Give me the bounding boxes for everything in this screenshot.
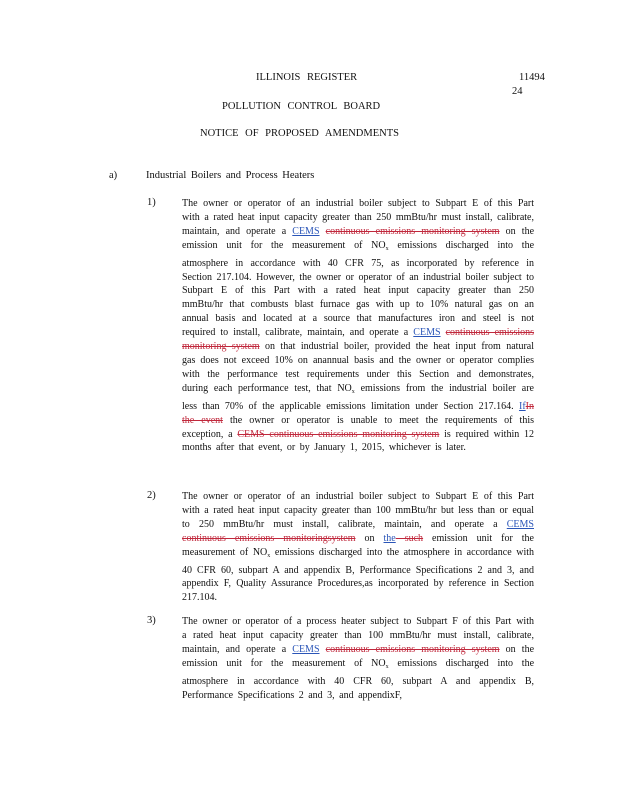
page-number-suffix: 24 xyxy=(512,86,523,97)
inserted-text: CEMS xyxy=(292,643,320,655)
body-text: on the emission unit for the measurement of NO xyxy=(182,225,535,251)
body-text: emissions from the industrial boiler are less than 70% of the applicable emissions limitation under Section 217.164. xyxy=(182,382,534,412)
notice-title: NOTICE OF PROPOSED AMENDMENTS xyxy=(200,128,399,139)
item-paragraph-3 xyxy=(182,615,534,702)
inserted-text: the xyxy=(383,532,396,544)
body-text: is required within 12 months after that event, or by January 1, 2015, whichever is later. xyxy=(182,428,535,454)
inserted-text: CEMS xyxy=(506,518,534,530)
item-number-2: 2) xyxy=(147,490,156,501)
body-text: on xyxy=(355,532,384,544)
body-text: on that industrial boiler, provided the heat input from natural gas does not exceed 10% on anannual basis and the owner or operator complies with the performance test requirements under this Section and demonstrates, during each performance test, that NO xyxy=(182,341,534,394)
inserted-text: CEMS xyxy=(292,225,320,237)
body-text: The owner or operator of an industrial boiler subject to Subpart E of this Part with a rated heat input capacity greater than 250 mmBtu/hr must install, calibrate, maintain, and operate a xyxy=(182,198,534,237)
section-letter: a) xyxy=(109,170,118,181)
inserted-text: If xyxy=(518,400,526,412)
body-text: emissions discharged into the atmosphere in accordance with 40 CFR 75, as incorporated by reference in Section 217.104. However, the owner or operator of an industrial boiler subject to Subpart E of this Part with a rated heat input capacity greater than 250 mmBtu/hr that combusts blast furnace gas with up to 10% natural gas on an annual basis and located at a source that manufactures iron and steel is not required to install, calibrate, maintain, and operate a xyxy=(182,239,535,339)
body-text: emission unit for the measurement of NO xyxy=(182,532,534,558)
deleted-text: continuous emissions monitoringsystem xyxy=(182,532,356,544)
item-paragraph-2 xyxy=(182,490,534,605)
board-title: POLLUTION CONTROL BOARD xyxy=(222,101,381,112)
deleted-text: such xyxy=(395,532,424,544)
item-number-1: 1) xyxy=(147,197,156,208)
body-text: on the emission unit for the measurement of NO xyxy=(182,643,535,669)
subscript-text: x xyxy=(267,552,271,559)
subscript-text: x xyxy=(385,663,389,670)
body-text: emissions discharged into the atmosphere in accordance with 40 CFR 60, subpart A and appendix B, Performance Specifications 2 and 3, and appendix F, Quality Assurance Procedures,as incorporated by reference in Section 217.104. xyxy=(182,546,534,604)
deleted-text: continuous emissions monitoring system xyxy=(325,225,500,237)
subscript-text: x xyxy=(351,388,355,395)
deleted-text: In the event xyxy=(182,400,534,426)
register-title: ILLINOIS REGISTER xyxy=(256,72,358,83)
inserted-text: CEMS xyxy=(413,327,441,339)
item-paragraph-1 xyxy=(182,197,534,455)
deleted-text: continuous emissions monitoring system xyxy=(182,327,535,353)
deleted-text: CEMS continuous emissions monitoring system xyxy=(237,428,440,440)
body-text: The owner or operator of a process heater subject to Subpart F of this Part with a rated heat input capacity greater than 100 mmBtu/hr must install, calibrate, maintain, and operate a xyxy=(182,616,534,655)
body-text: the owner or operator is unable to meet the requirements of this exception, a xyxy=(182,414,534,440)
section-title: Industrial Boilers and Process Heaters xyxy=(146,170,315,181)
page-number: 11494 xyxy=(519,72,545,83)
deleted-text: continuous emissions monitoring system xyxy=(325,643,500,655)
body-text: The owner or operator of an industrial boiler subject to Subpart E of this Part with a rated heat input capacity greater than 100 mmBtu/hr but less than or equal to 250 mmBtu/hr must install, calibrate, maintain, and operate a xyxy=(182,491,534,530)
subscript-text: x xyxy=(385,245,389,252)
item-number-3: 3) xyxy=(147,615,156,626)
body-text: emissions discharged into the atmosphere in accordance with 40 CFR 60, subpart A and appendix B, Performance Specifications 2 and 3, and appendixF, xyxy=(182,657,535,701)
